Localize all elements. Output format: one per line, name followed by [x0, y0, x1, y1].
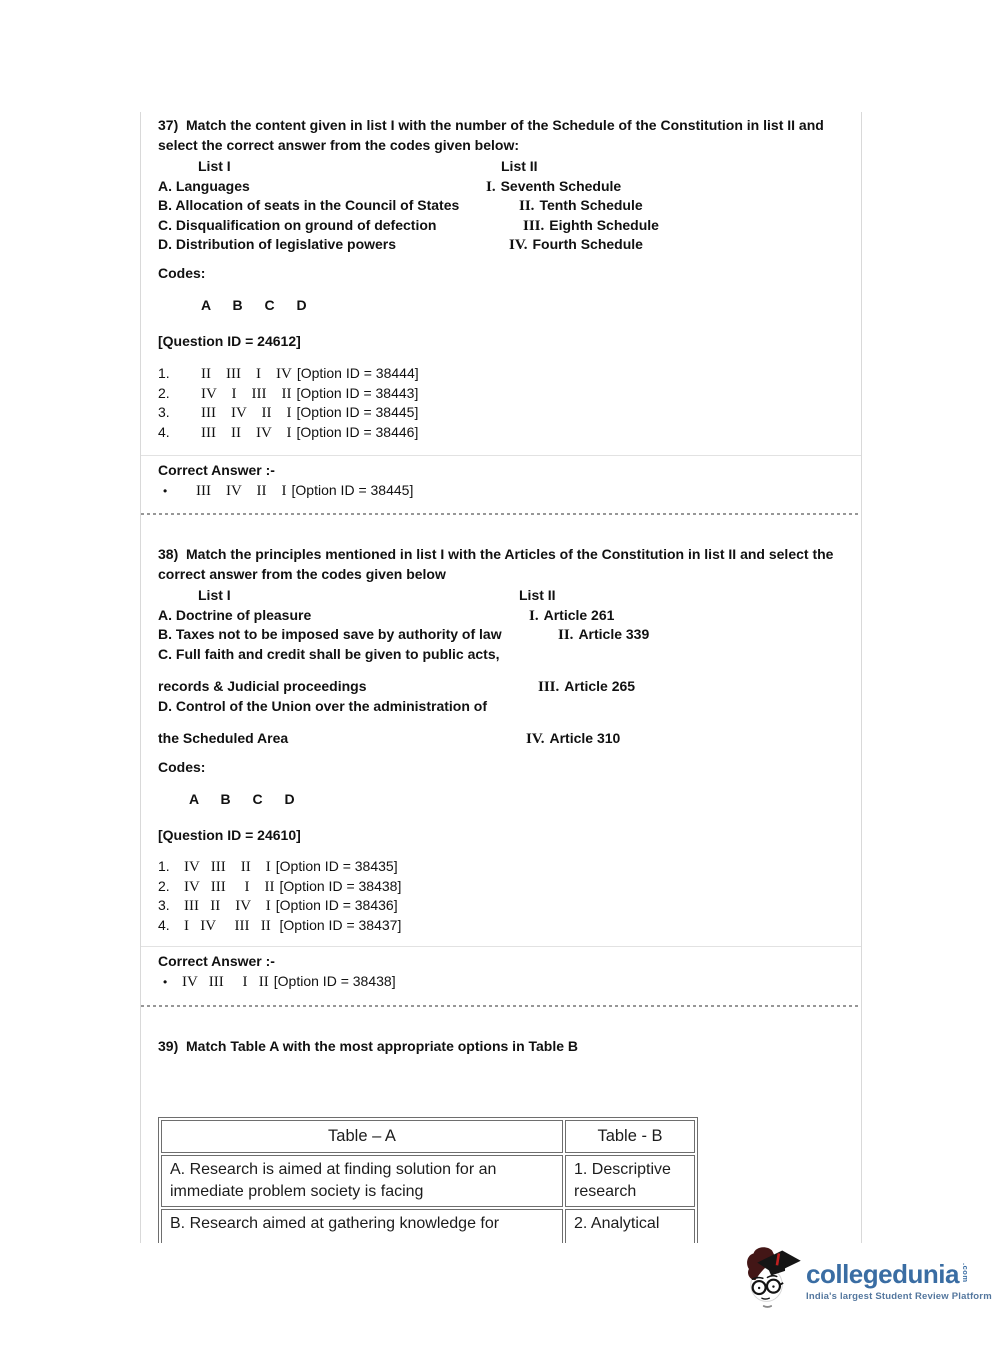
- option-id: [Option ID = 38435]: [275, 858, 398, 874]
- list2-text: Article 339: [578, 626, 650, 642]
- codes-header-abcd: A B C D: [189, 791, 295, 807]
- option-id: [Option ID = 38443]: [296, 384, 419, 401]
- spacer: [158, 716, 861, 729]
- table-header-row: [161, 1120, 695, 1153]
- correct-answer-id: [Option ID = 38438]: [273, 972, 396, 989]
- roman-numeral: II.: [519, 198, 535, 214]
- brand-domain-suffix: .com: [960, 1263, 970, 1283]
- table-b-cell: 1. Descriptive research: [565, 1155, 695, 1207]
- list1-item: records & Judicial proceedings: [158, 678, 367, 694]
- option-code: IV III II I: [184, 859, 271, 875]
- list-row: [158, 697, 861, 717]
- codes-label: Codes:: [158, 264, 206, 281]
- option-row-3: [158, 403, 861, 423]
- question-37-text: 37) Match the content given in list I with the number of the Schedule of the Constitution in list II and select the correct answer from the codes given below:: [158, 117, 828, 153]
- option-row-1: [158, 857, 861, 877]
- option-number: 1.: [158, 365, 170, 381]
- list1-header: List I: [198, 587, 231, 603]
- codes-header-abcd: A B C D: [201, 297, 307, 313]
- table-a-header: Table – A: [161, 1120, 563, 1153]
- option-number: 2.: [158, 384, 170, 401]
- question-divider-dotted: [141, 1005, 862, 1007]
- brand-tagline: India's largest Student Review Platform: [806, 1291, 992, 1302]
- option-number: 1.: [158, 858, 170, 874]
- list1-item: the Scheduled Area: [158, 730, 289, 746]
- bullet: •: [163, 483, 168, 498]
- list-row: [158, 196, 861, 216]
- option-number: 4.: [158, 423, 170, 440]
- question-37: [158, 116, 861, 515]
- list1-item: B. Allocation of seats in the Council of States: [158, 197, 460, 213]
- correct-answer-label: Correct Answer :-: [158, 462, 275, 478]
- correct-answer-row: [158, 481, 861, 501]
- list2-item: [538, 677, 635, 698]
- table-b-cell: 2. Analytical: [565, 1209, 695, 1244]
- list2-text: Tenth Schedule: [539, 197, 643, 213]
- list1-item: A. Languages: [158, 177, 250, 194]
- roman-numeral: I.: [486, 178, 496, 195]
- match-table: [158, 1117, 698, 1244]
- roman-numeral: III.: [538, 679, 560, 695]
- option-number: 4.: [158, 916, 170, 933]
- list2-text: Fourth Schedule: [532, 236, 643, 252]
- question-39: [158, 1037, 861, 1243]
- option-id: [Option ID = 38438]: [279, 877, 402, 894]
- table-b-header: Table - B: [565, 1120, 695, 1153]
- list1-item: D. Control of the Union over the administration of: [158, 697, 487, 714]
- question-38-options: [158, 857, 861, 935]
- correct-answer-label: Correct Answer :-: [158, 953, 275, 969]
- list-row: [158, 606, 861, 626]
- option-row-4: [158, 916, 861, 936]
- option-id: [Option ID = 38445]: [296, 404, 419, 420]
- option-code: IV III I II: [184, 878, 275, 895]
- option-row-2: [158, 877, 861, 897]
- list1-header: List I: [198, 158, 231, 174]
- question-39-text: 39) Match Table A with the most appropriate options in Table B: [158, 1038, 579, 1054]
- list2-text: Article 310: [549, 730, 621, 746]
- question-id: [Question ID = 24610]: [158, 826, 301, 843]
- list-row: [158, 235, 861, 255]
- question-id: [Question ID = 24612]: [158, 332, 301, 349]
- correct-answer-row: [158, 972, 861, 992]
- spacer: [158, 664, 861, 677]
- table-a-cell: A. Research is aimed at finding solution for an immediate problem society is facing: [161, 1155, 563, 1207]
- table-a-cell: B. Research aimed at gathering knowledge for: [161, 1209, 563, 1244]
- option-code: I IV III II: [184, 917, 275, 934]
- list2-item: [558, 625, 649, 646]
- option-code: III II IV I: [201, 424, 292, 441]
- option-number: 2.: [158, 877, 170, 894]
- list-header-row: [158, 157, 861, 177]
- option-row-4: [158, 423, 861, 443]
- list2-item: [526, 729, 620, 750]
- question-divider-dotted: [141, 513, 862, 515]
- correct-answer-code: III IV II I: [196, 482, 287, 499]
- list2-text: Seventh Schedule: [500, 177, 622, 194]
- option-code: IV I III II: [201, 385, 292, 402]
- option-id: [Option ID = 38436]: [275, 897, 398, 913]
- option-id: [Option ID = 38437]: [279, 916, 402, 933]
- correct-answer-id: [Option ID = 38445]: [291, 481, 414, 498]
- list2-header: List II: [501, 158, 538, 174]
- list2-text: Article 261: [543, 606, 615, 623]
- option-number: 3.: [158, 404, 170, 420]
- list-row: [158, 625, 861, 645]
- list2-text: Article 265: [564, 678, 636, 694]
- list1-item: C. Full faith and credit shall be given to public acts,: [158, 645, 500, 662]
- collegedunia-logo: [743, 1245, 992, 1319]
- option-row-3: [158, 896, 861, 916]
- list2-text: Eighth Schedule: [549, 216, 659, 233]
- correct-answer-code: IV III I II: [182, 973, 269, 990]
- list-row: [158, 177, 861, 197]
- list2-header: List II: [519, 587, 556, 603]
- option-row-2: [158, 384, 861, 404]
- list-row: [158, 677, 861, 697]
- list-header-row: [158, 586, 861, 606]
- option-row-1: [158, 364, 861, 384]
- collegedunia-mascot-icon: [743, 1245, 803, 1319]
- roman-numeral: II.: [558, 627, 574, 643]
- question-37-options: [158, 364, 861, 442]
- brand-name: collegedunia: [806, 1259, 959, 1289]
- logo-text: [806, 1245, 992, 1302]
- list1-item: C. Disqualification on ground of defection: [158, 216, 437, 233]
- list-row: [158, 216, 861, 236]
- section-divider: [141, 455, 862, 456]
- codes-label: Codes:: [158, 758, 206, 775]
- roman-numeral: I.: [529, 607, 539, 624]
- bullet: •: [163, 974, 168, 989]
- option-id: [Option ID = 38446]: [296, 423, 419, 440]
- list2-item: [486, 177, 621, 198]
- option-number: 3.: [158, 897, 170, 913]
- table-row: [161, 1155, 695, 1207]
- list-row: [158, 729, 861, 749]
- roman-numeral: III.: [523, 217, 545, 234]
- question-38: [158, 545, 861, 1007]
- list1-item: B. Taxes not to be imposed save by authority of law: [158, 626, 502, 642]
- option-code: III II IV I: [184, 898, 271, 914]
- roman-numeral: IV.: [526, 731, 545, 747]
- roman-numeral: IV.: [509, 237, 528, 253]
- list2-item: [509, 235, 643, 256]
- option-id: [Option ID = 38444]: [296, 365, 419, 381]
- list-row: [158, 645, 861, 665]
- list2-item: [523, 216, 659, 237]
- table-row: [161, 1209, 695, 1244]
- list1-item: A. Doctrine of pleasure: [158, 606, 312, 623]
- section-divider: [141, 946, 862, 947]
- question-paper-column: [140, 112, 862, 1243]
- option-code: II III I IV: [201, 366, 292, 382]
- question-38-text: 38) Match the principles mentioned in list I with the Articles of the Constitution in list II and select the correct answer from the codes given below: [158, 546, 838, 582]
- list2-item: [529, 606, 614, 627]
- list1-item: D. Distribution of legislative powers: [158, 236, 397, 252]
- question-38-match-lists: [158, 586, 861, 749]
- question-37-match-lists: [158, 157, 861, 255]
- option-code: III IV II I: [201, 405, 292, 421]
- list2-item: [519, 196, 643, 217]
